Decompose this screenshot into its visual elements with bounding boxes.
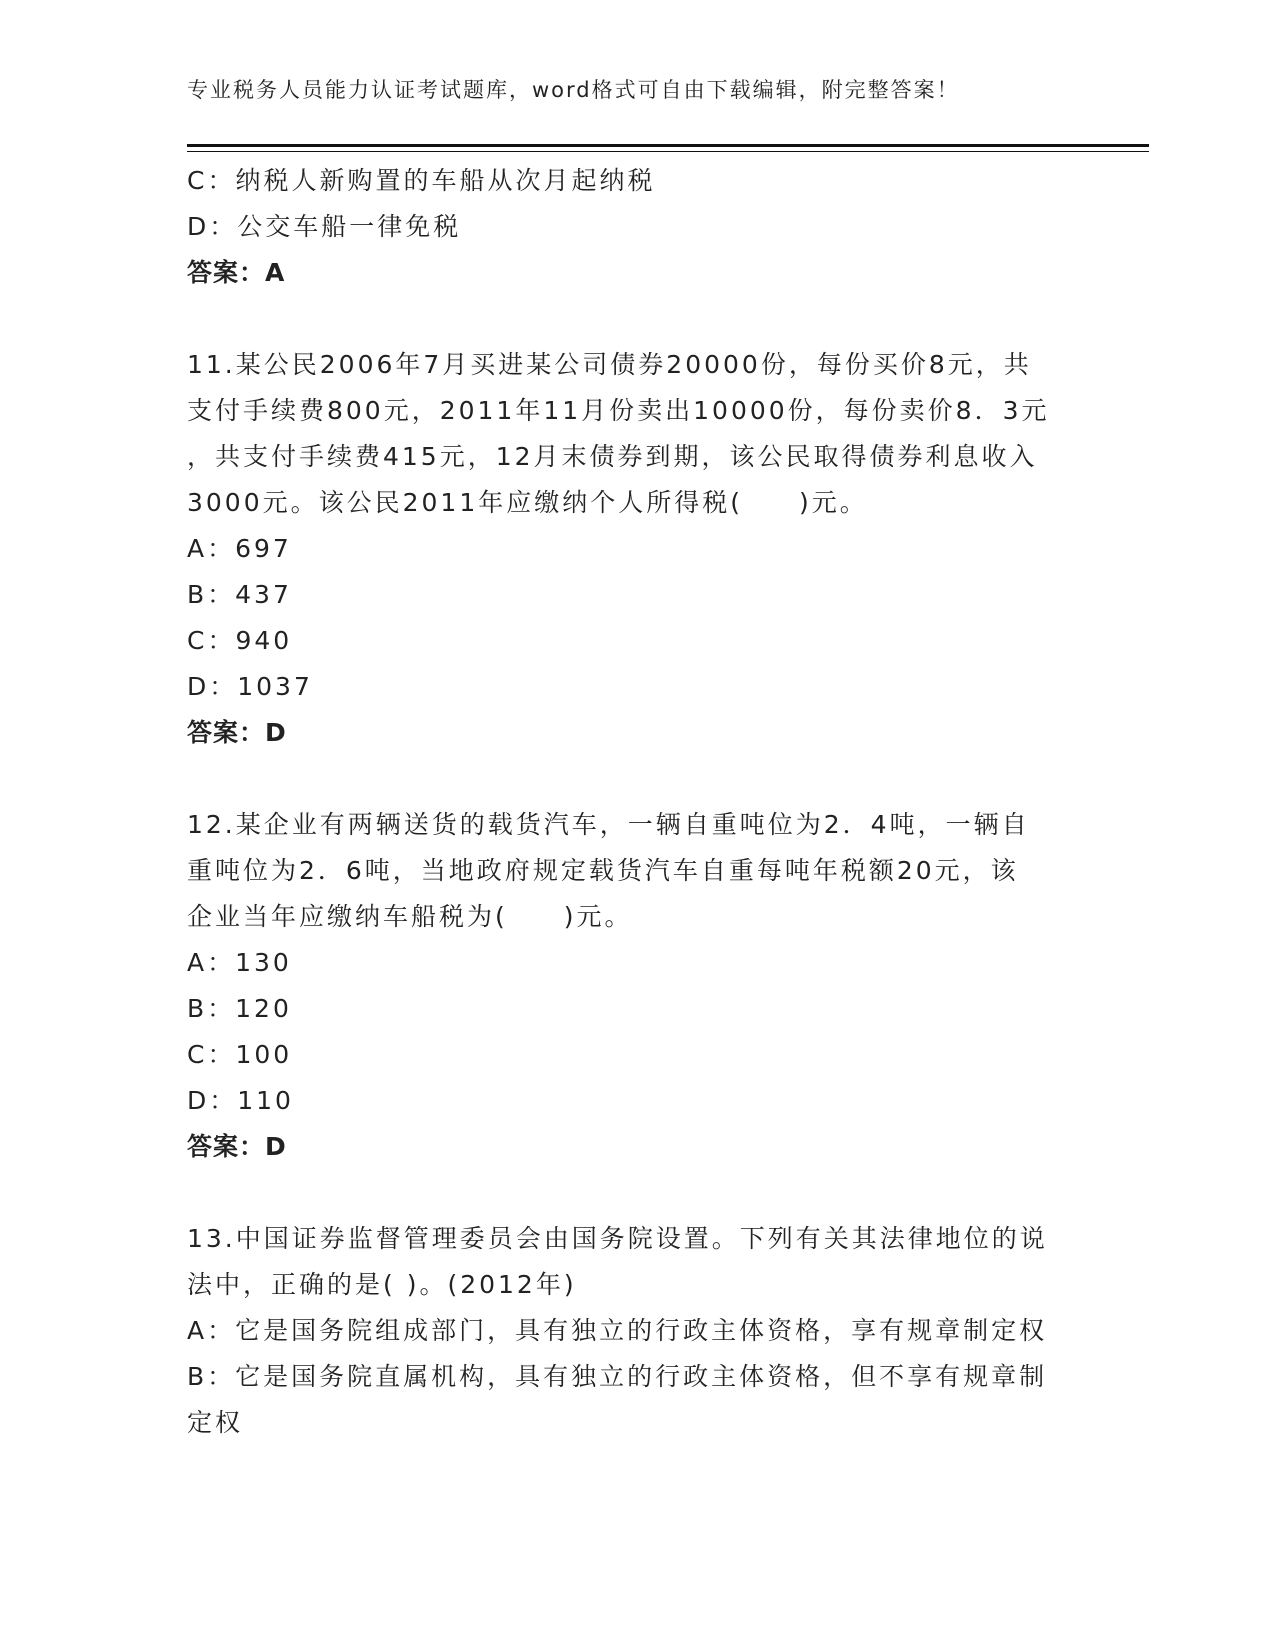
option-b-continued: 定权 bbox=[187, 1408, 244, 1437]
option-c: C：940 bbox=[187, 626, 293, 655]
option-b: B：它是国务院直属机构，具有独立的行政主体资格，但不享有规章制 bbox=[187, 1362, 1048, 1391]
question-11 bbox=[187, 342, 1087, 756]
option-d: D：公交车船一律免税 bbox=[187, 212, 462, 241]
option-c: C：100 bbox=[187, 1040, 293, 1069]
question-12 bbox=[187, 802, 1087, 1170]
prev-question bbox=[187, 158, 1087, 296]
answer-line: 答案：A bbox=[187, 258, 286, 287]
header-rule-thick bbox=[187, 144, 1149, 147]
document-body bbox=[187, 158, 1087, 1446]
question-stem-line: 13.中国证券监督管理委员会由国务院设置。下列有关其法律地位的说 bbox=[187, 1224, 1048, 1253]
question-13 bbox=[187, 1216, 1087, 1446]
question-stem-line: 3000元。该公民2011年应缴纳个人所得税( )元。 bbox=[187, 488, 868, 517]
page-header: 专业税务人员能力认证考试题库，word格式可自由下载编辑，附完整答案！ bbox=[187, 78, 960, 102]
question-stem-line: 11.某公民2006年7月买进某公司债券20000份，每份买价8元，共 bbox=[187, 350, 1032, 379]
option-d: D：110 bbox=[187, 1086, 294, 1115]
spacer bbox=[187, 1170, 1087, 1216]
answer-line: 答案：D bbox=[187, 718, 287, 747]
question-stem-line: 企业当年应缴纳车船税为( )元。 bbox=[187, 902, 633, 931]
question-stem-line: 支付手续费800元，2011年11月份卖出10000份，每份卖价8．3元 bbox=[187, 396, 1050, 425]
answer-line: 答案：D bbox=[187, 1132, 287, 1161]
option-d: D：1037 bbox=[187, 672, 313, 701]
spacer bbox=[187, 756, 1087, 802]
question-stem-line: 重吨位为2．6吨，当地政府规定载货汽车自重每吨年税额20元，该 bbox=[187, 856, 1019, 885]
option-a: A：它是国务院组成部门，具有独立的行政主体资格，享有规章制定权 bbox=[187, 1316, 1048, 1345]
option-b: B：437 bbox=[187, 580, 292, 609]
option-a: A：697 bbox=[187, 534, 292, 563]
option-a: A：130 bbox=[187, 948, 292, 977]
option-b: B：120 bbox=[187, 994, 292, 1023]
option-c: C：纳税人新购置的车船从次月起纳税 bbox=[187, 166, 656, 195]
question-stem-line: 12.某企业有两辆送货的载货汽车，一辆自重吨位为2．4吨，一辆自 bbox=[187, 810, 1030, 839]
question-stem-line: 法中，正确的是( )。(2012年) bbox=[187, 1270, 577, 1299]
question-stem-line: ，共支付手续费415元，12月末债券到期，该公民取得债券利息收入 bbox=[187, 442, 1038, 471]
spacer bbox=[187, 296, 1087, 342]
header-rule-thin bbox=[187, 151, 1149, 152]
